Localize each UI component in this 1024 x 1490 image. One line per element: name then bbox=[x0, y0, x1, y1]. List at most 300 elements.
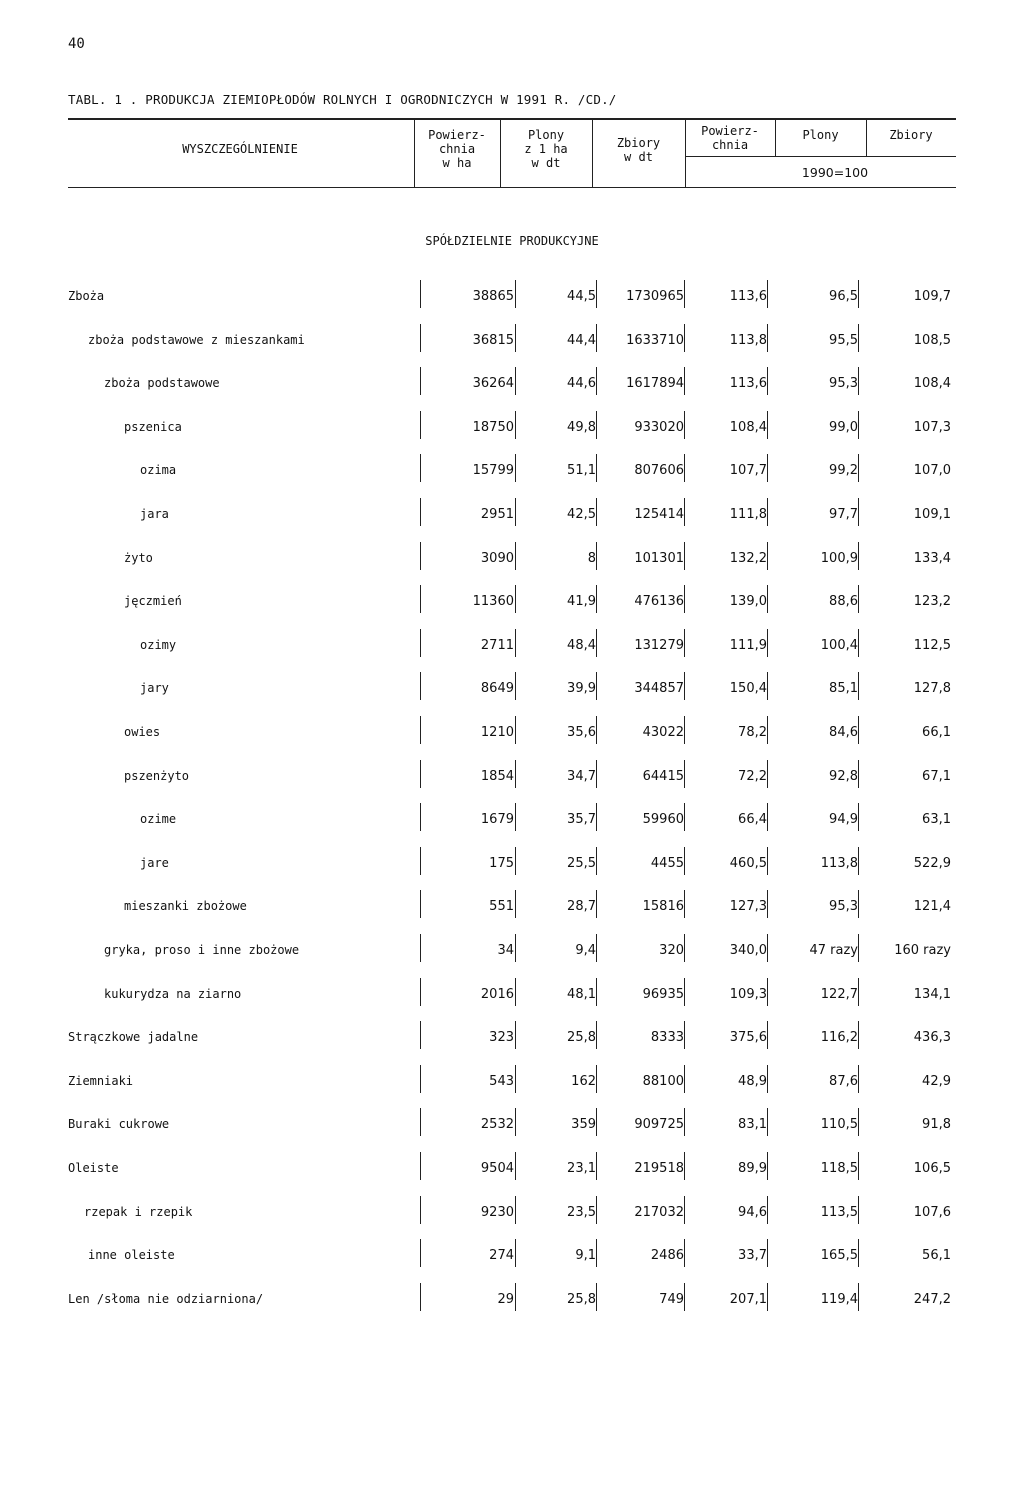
row-label: zboża podstawowe bbox=[104, 376, 220, 390]
cell-harvest-index: 522,9 bbox=[913, 856, 951, 871]
cell-divider bbox=[596, 324, 597, 352]
table-row bbox=[0, 809, 1024, 829]
row-left-border bbox=[420, 411, 421, 439]
table-row bbox=[0, 1245, 1024, 1265]
row-left-border bbox=[420, 1283, 421, 1311]
cell-harvest: 15816 bbox=[642, 899, 684, 914]
cell-divider bbox=[858, 847, 859, 875]
table-row bbox=[0, 286, 1024, 306]
row-label: owies bbox=[124, 725, 161, 739]
cell-harvest-index: 42,9 bbox=[922, 1074, 951, 1089]
cell-divider bbox=[858, 411, 859, 439]
cell-area-index: 132,2 bbox=[729, 551, 767, 566]
table-title: TABL. 1 . PRODUKCJA ZIEMIOPŁODÓW ROLNYCH I OGRODNICZYCH W 1991 R. /CD./ bbox=[68, 92, 617, 107]
cell-divider bbox=[684, 934, 685, 962]
cell-area: 551 bbox=[489, 899, 514, 914]
cell-divider bbox=[515, 847, 516, 875]
cell-divider bbox=[515, 978, 516, 1006]
cell-yield-index: 99,0 bbox=[829, 420, 858, 435]
cell-divider bbox=[858, 585, 859, 613]
cell-divider bbox=[858, 803, 859, 831]
table-row bbox=[0, 417, 1024, 437]
cell-yield: 25,8 bbox=[567, 1292, 596, 1307]
cell-area-index: 150,4 bbox=[729, 681, 767, 696]
row-label: Oleiste bbox=[68, 1161, 119, 1175]
cell-yield-index: 85,1 bbox=[829, 681, 858, 696]
cell-divider bbox=[684, 1283, 685, 1311]
cell-divider bbox=[684, 760, 685, 788]
cell-divider bbox=[767, 847, 768, 875]
row-left-border bbox=[420, 716, 421, 744]
cell-area-index: 127,3 bbox=[729, 899, 767, 914]
cell-divider bbox=[515, 1152, 516, 1180]
cell-harvest-index: 91,8 bbox=[922, 1117, 951, 1132]
row-left-border bbox=[420, 324, 421, 352]
cell-harvest: 344857 bbox=[634, 681, 684, 696]
cell-yield: 8 bbox=[587, 551, 596, 566]
cell-divider bbox=[858, 1152, 859, 1180]
cell-area-index: 460,5 bbox=[729, 856, 767, 871]
cell-yield-index: 99,2 bbox=[829, 463, 858, 478]
row-label: Buraki cukrowe bbox=[68, 1117, 170, 1131]
cell-divider bbox=[596, 585, 597, 613]
cell-divider bbox=[684, 411, 685, 439]
cell-divider bbox=[684, 629, 685, 657]
cell-area: 543 bbox=[489, 1074, 514, 1089]
cell-divider bbox=[858, 716, 859, 744]
cell-harvest-index: 436,3 bbox=[913, 1030, 951, 1045]
row-left-border bbox=[420, 803, 421, 831]
row-label: pszenżyto bbox=[124, 769, 190, 783]
cell-divider bbox=[596, 542, 597, 570]
cell-area: 8649 bbox=[480, 681, 514, 696]
row-left-border bbox=[420, 629, 421, 657]
table-row bbox=[0, 896, 1024, 916]
cell-harvest: 217032 bbox=[634, 1205, 684, 1220]
cell-harvest: 4455 bbox=[650, 856, 684, 871]
cell-divider bbox=[684, 324, 685, 352]
cell-divider bbox=[596, 1283, 597, 1311]
header-col5: Plony bbox=[802, 128, 839, 142]
row-left-border bbox=[420, 1196, 421, 1224]
cell-divider bbox=[767, 1283, 768, 1311]
table-row bbox=[0, 591, 1024, 611]
table-row bbox=[0, 853, 1024, 873]
cell-harvest: 8333 bbox=[650, 1030, 684, 1045]
cell-area-index: 207,1 bbox=[729, 1292, 767, 1307]
cell-area-index: 83,1 bbox=[738, 1117, 767, 1132]
cell-yield: 44,6 bbox=[567, 376, 596, 391]
cell-divider bbox=[515, 542, 516, 570]
cell-area-index: 48,9 bbox=[738, 1074, 767, 1089]
cell-area-index: 94,6 bbox=[738, 1205, 767, 1220]
header-col4-line1: Powierz- bbox=[701, 124, 759, 138]
cell-area: 38865 bbox=[472, 289, 514, 304]
cell-yield: 9,4 bbox=[575, 943, 596, 958]
row-left-border bbox=[420, 454, 421, 482]
cell-area-index: 113,8 bbox=[729, 333, 767, 348]
header-col6: Zbiory bbox=[889, 128, 933, 142]
cell-divider bbox=[684, 1021, 685, 1049]
row-left-border bbox=[420, 934, 421, 962]
cell-harvest-index: 160 razy bbox=[894, 943, 951, 958]
header-col3-line2: w dt bbox=[624, 150, 653, 164]
cell-harvest: 476136 bbox=[634, 594, 684, 609]
cell-yield: 41,9 bbox=[567, 594, 596, 609]
row-label: inne oleiste bbox=[88, 1248, 175, 1262]
cell-divider bbox=[515, 411, 516, 439]
table-row bbox=[0, 984, 1024, 1004]
cell-divider bbox=[858, 672, 859, 700]
cell-divider bbox=[515, 760, 516, 788]
cell-yield-index: 94,9 bbox=[829, 812, 858, 827]
cell-divider bbox=[515, 498, 516, 526]
cell-area-index: 111,9 bbox=[729, 638, 767, 653]
cell-yield: 23,5 bbox=[567, 1205, 596, 1220]
cell-harvest: 43022 bbox=[642, 725, 684, 740]
cell-divider bbox=[684, 1108, 685, 1136]
cell-yield-index: 95,3 bbox=[829, 899, 858, 914]
cell-divider bbox=[684, 803, 685, 831]
cell-harvest: 807606 bbox=[634, 463, 684, 478]
table-row bbox=[0, 635, 1024, 655]
table-row bbox=[0, 548, 1024, 568]
cell-divider bbox=[515, 1108, 516, 1136]
cell-harvest: 1633710 bbox=[626, 333, 684, 348]
cell-divider bbox=[858, 454, 859, 482]
cell-area: 2532 bbox=[480, 1117, 514, 1132]
cell-divider bbox=[858, 280, 859, 308]
row-label: mieszanki zbożowe bbox=[124, 899, 247, 913]
cell-harvest: 219518 bbox=[634, 1161, 684, 1176]
cell-yield-index: 110,5 bbox=[820, 1117, 858, 1132]
cell-yield-index: 113,5 bbox=[820, 1205, 858, 1220]
cell-harvest-index: 107,6 bbox=[913, 1205, 951, 1220]
cell-divider bbox=[515, 1021, 516, 1049]
row-left-border bbox=[420, 890, 421, 918]
cell-area: 36264 bbox=[472, 376, 514, 391]
cell-divider bbox=[858, 1239, 859, 1267]
cell-divider bbox=[596, 890, 597, 918]
cell-divider bbox=[684, 1065, 685, 1093]
cell-yield: 35,6 bbox=[567, 725, 596, 740]
cell-harvest-index: 121,4 bbox=[913, 899, 951, 914]
row-left-border bbox=[420, 498, 421, 526]
cell-divider bbox=[767, 498, 768, 526]
cell-divider bbox=[596, 498, 597, 526]
cell-harvest: 96935 bbox=[642, 987, 684, 1002]
cell-harvest: 320 bbox=[659, 943, 684, 958]
cell-divider bbox=[767, 542, 768, 570]
row-label: rzepak i rzepik bbox=[84, 1205, 193, 1219]
cell-harvest-index: 247,2 bbox=[913, 1292, 951, 1307]
row-left-border bbox=[420, 978, 421, 1006]
row-left-border bbox=[420, 672, 421, 700]
cell-divider bbox=[858, 978, 859, 1006]
row-label: jary bbox=[140, 681, 169, 695]
cell-area-index: 108,4 bbox=[729, 420, 767, 435]
cell-yield: 34,7 bbox=[567, 769, 596, 784]
cell-yield: 44,4 bbox=[567, 333, 596, 348]
cell-divider bbox=[767, 1152, 768, 1180]
cell-divider bbox=[596, 1065, 597, 1093]
cell-yield-index: 92,8 bbox=[829, 769, 858, 784]
cell-harvest-index: 108,4 bbox=[913, 376, 951, 391]
row-left-border bbox=[420, 1065, 421, 1093]
table-row bbox=[0, 460, 1024, 480]
cell-yield-index: 165,5 bbox=[820, 1248, 858, 1263]
cell-area-index: 109,3 bbox=[729, 987, 767, 1002]
cell-yield-index: 95,3 bbox=[829, 376, 858, 391]
cell-divider bbox=[858, 890, 859, 918]
cell-divider bbox=[596, 934, 597, 962]
row-label: ozimy bbox=[140, 638, 177, 652]
cell-harvest: 101301 bbox=[634, 551, 684, 566]
cell-area-index: 72,2 bbox=[738, 769, 767, 784]
row-label: Len /słoma nie odziarniona/ bbox=[68, 1292, 264, 1306]
cell-divider bbox=[596, 760, 597, 788]
cell-divider bbox=[596, 672, 597, 700]
cell-harvest-index: 56,1 bbox=[922, 1248, 951, 1263]
cell-divider bbox=[767, 454, 768, 482]
cell-area-index: 113,6 bbox=[729, 376, 767, 391]
row-label: ozima bbox=[140, 463, 177, 477]
cell-harvest-index: 134,1 bbox=[913, 987, 951, 1002]
cell-harvest-index: 107,0 bbox=[913, 463, 951, 478]
cell-harvest: 909725 bbox=[634, 1117, 684, 1132]
row-label: Strączkowe jadalne bbox=[68, 1030, 199, 1044]
table-row bbox=[0, 1202, 1024, 1222]
cell-divider bbox=[767, 280, 768, 308]
cell-area: 11360 bbox=[472, 594, 514, 609]
cell-area: 1210 bbox=[480, 725, 514, 740]
cell-divider bbox=[515, 1065, 516, 1093]
cell-area: 2711 bbox=[480, 638, 514, 653]
cell-area-index: 89,9 bbox=[738, 1161, 767, 1176]
cell-harvest-index: 63,1 bbox=[922, 812, 951, 827]
cell-divider bbox=[596, 280, 597, 308]
cell-divider bbox=[515, 585, 516, 613]
cell-harvest: 88100 bbox=[642, 1074, 684, 1089]
header-col2 bbox=[500, 128, 592, 170]
header-col1 bbox=[414, 128, 500, 170]
cell-yield-index: 84,6 bbox=[829, 725, 858, 740]
cell-yield-index: 87,6 bbox=[829, 1074, 858, 1089]
cell-area: 36815 bbox=[472, 333, 514, 348]
table-row bbox=[0, 504, 1024, 524]
cell-yield-index: 88,6 bbox=[829, 594, 858, 609]
row-label: jara bbox=[140, 507, 169, 521]
cell-yield-index: 97,7 bbox=[829, 507, 858, 522]
cell-harvest-index: 107,3 bbox=[913, 420, 951, 435]
row-label: kukurydza na ziarno bbox=[104, 987, 242, 1001]
cell-divider bbox=[858, 1065, 859, 1093]
row-left-border bbox=[420, 280, 421, 308]
cell-divider bbox=[858, 1283, 859, 1311]
row-left-border bbox=[420, 760, 421, 788]
cell-yield: 25,5 bbox=[567, 856, 596, 871]
cell-divider bbox=[596, 1196, 597, 1224]
row-label: pszenica bbox=[124, 420, 182, 434]
cell-harvest-index: 123,2 bbox=[913, 594, 951, 609]
header-col1-line3: w ha bbox=[442, 156, 472, 170]
cell-yield-index: 100,4 bbox=[820, 638, 858, 653]
cell-area: 9230 bbox=[480, 1205, 514, 1220]
cell-area-index: 66,4 bbox=[738, 812, 767, 827]
header-row-label: WYSZCZEGÓLNIENIE bbox=[182, 142, 298, 156]
cell-harvest: 59960 bbox=[642, 812, 684, 827]
cell-area: 2016 bbox=[480, 987, 514, 1002]
cell-divider bbox=[767, 1196, 768, 1224]
cell-yield: 48,1 bbox=[567, 987, 596, 1002]
cell-divider bbox=[767, 324, 768, 352]
cell-area-index: 139,0 bbox=[729, 594, 767, 609]
cell-yield-index: 122,7 bbox=[820, 987, 858, 1002]
cell-divider bbox=[767, 1065, 768, 1093]
cell-divider bbox=[684, 890, 685, 918]
cell-yield-index: 119,4 bbox=[820, 1292, 858, 1307]
cell-area: 15799 bbox=[472, 463, 514, 478]
table-row bbox=[0, 1027, 1024, 1047]
cell-divider bbox=[858, 1196, 859, 1224]
row-left-border bbox=[420, 367, 421, 395]
cell-divider bbox=[596, 1239, 597, 1267]
page-number: 40 bbox=[68, 36, 85, 52]
cell-divider bbox=[767, 1021, 768, 1049]
header-top-rule bbox=[68, 118, 956, 120]
row-label: ozime bbox=[140, 812, 177, 826]
cell-divider bbox=[596, 1152, 597, 1180]
cell-yield-index: 96,5 bbox=[829, 289, 858, 304]
cell-divider bbox=[858, 542, 859, 570]
cell-divider bbox=[767, 934, 768, 962]
cell-divider bbox=[767, 672, 768, 700]
cell-divider bbox=[515, 934, 516, 962]
cell-area-index: 113,6 bbox=[729, 289, 767, 304]
cell-divider bbox=[858, 498, 859, 526]
cell-yield-index: 47 razy bbox=[809, 943, 858, 958]
table-row bbox=[0, 722, 1024, 742]
cell-divider bbox=[515, 803, 516, 831]
section-title: SPÓŁDZIELNIE PRODUKCYJNE bbox=[425, 234, 599, 248]
cell-divider bbox=[684, 1152, 685, 1180]
cell-divider bbox=[515, 280, 516, 308]
row-label: zboża podstawowe z mieszankami bbox=[88, 333, 305, 347]
cell-divider bbox=[767, 978, 768, 1006]
cell-divider bbox=[596, 411, 597, 439]
cell-yield-index: 100,9 bbox=[820, 551, 858, 566]
cell-yield: 42,5 bbox=[567, 507, 596, 522]
cell-area-index: 340,0 bbox=[729, 943, 767, 958]
row-left-border bbox=[420, 1239, 421, 1267]
cell-area: 3090 bbox=[480, 551, 514, 566]
cell-harvest-index: 66,1 bbox=[922, 725, 951, 740]
cell-divider bbox=[767, 890, 768, 918]
cell-harvest: 131279 bbox=[634, 638, 684, 653]
cell-divider bbox=[515, 1239, 516, 1267]
header-col2-line1: Plony bbox=[527, 128, 565, 142]
cell-area-index: 78,2 bbox=[738, 725, 767, 740]
cell-divider bbox=[684, 978, 685, 1006]
table-row bbox=[0, 678, 1024, 698]
cell-yield: 9,1 bbox=[575, 1248, 596, 1263]
cell-divider bbox=[596, 1108, 597, 1136]
cell-area: 1854 bbox=[480, 769, 514, 784]
table-row bbox=[0, 940, 1024, 960]
cell-divider bbox=[767, 803, 768, 831]
cell-yield-index: 118,5 bbox=[820, 1161, 858, 1176]
cell-divider bbox=[767, 367, 768, 395]
cell-divider bbox=[596, 716, 597, 744]
cell-harvest-index: 112,5 bbox=[913, 638, 951, 653]
cell-yield: 28,7 bbox=[567, 899, 596, 914]
row-left-border bbox=[420, 847, 421, 875]
header-col4 bbox=[685, 124, 775, 152]
cell-divider bbox=[684, 367, 685, 395]
row-label: żyto bbox=[124, 551, 153, 565]
cell-area-index: 33,7 bbox=[738, 1248, 767, 1263]
table-row bbox=[0, 330, 1024, 350]
table-row bbox=[0, 1158, 1024, 1178]
row-label: Zboża bbox=[68, 289, 105, 303]
cell-yield: 359 bbox=[571, 1117, 596, 1132]
cell-divider bbox=[767, 411, 768, 439]
index-subheader-rule bbox=[685, 156, 956, 157]
cell-area: 323 bbox=[489, 1030, 514, 1045]
cell-yield: 25,8 bbox=[567, 1030, 596, 1045]
cell-yield: 23,1 bbox=[567, 1161, 596, 1176]
cell-divider bbox=[684, 847, 685, 875]
cell-divider bbox=[596, 847, 597, 875]
cell-area-index: 375,6 bbox=[729, 1030, 767, 1045]
cell-area: 274 bbox=[489, 1248, 514, 1263]
row-left-border bbox=[420, 1108, 421, 1136]
header-col2-line2: z 1 ha bbox=[524, 142, 568, 156]
row-label: Ziemniaki bbox=[68, 1074, 134, 1088]
cell-yield-index: 113,8 bbox=[820, 856, 858, 871]
cell-harvest-index: 106,5 bbox=[913, 1161, 951, 1176]
table-row bbox=[0, 1289, 1024, 1309]
cell-divider bbox=[515, 324, 516, 352]
cell-divider bbox=[767, 629, 768, 657]
cell-harvest-index: 67,1 bbox=[922, 769, 951, 784]
cell-divider bbox=[515, 367, 516, 395]
cell-harvest-index: 109,7 bbox=[913, 289, 951, 304]
cell-area: 18750 bbox=[472, 420, 514, 435]
cell-harvest: 749 bbox=[659, 1292, 684, 1307]
cell-divider bbox=[684, 1239, 685, 1267]
cell-area: 175 bbox=[489, 856, 514, 871]
cell-divider bbox=[858, 1021, 859, 1049]
table-row bbox=[0, 1114, 1024, 1134]
cell-harvest: 125414 bbox=[634, 507, 684, 522]
cell-divider bbox=[596, 454, 597, 482]
header-bottom-rule bbox=[68, 187, 956, 188]
cell-divider bbox=[596, 978, 597, 1006]
header-col2-line3: w dt bbox=[531, 156, 561, 170]
cell-divider bbox=[596, 1021, 597, 1049]
cell-divider bbox=[515, 1196, 516, 1224]
row-left-border bbox=[420, 585, 421, 613]
header-col3-line1: Zbiory bbox=[616, 136, 661, 150]
row-label: jare bbox=[140, 856, 169, 870]
row-label: jęczmień bbox=[124, 594, 182, 608]
cell-divider bbox=[858, 629, 859, 657]
cell-harvest-index: 108,5 bbox=[913, 333, 951, 348]
cell-area: 2951 bbox=[480, 507, 514, 522]
cell-divider bbox=[515, 1283, 516, 1311]
header-col3 bbox=[592, 136, 685, 164]
